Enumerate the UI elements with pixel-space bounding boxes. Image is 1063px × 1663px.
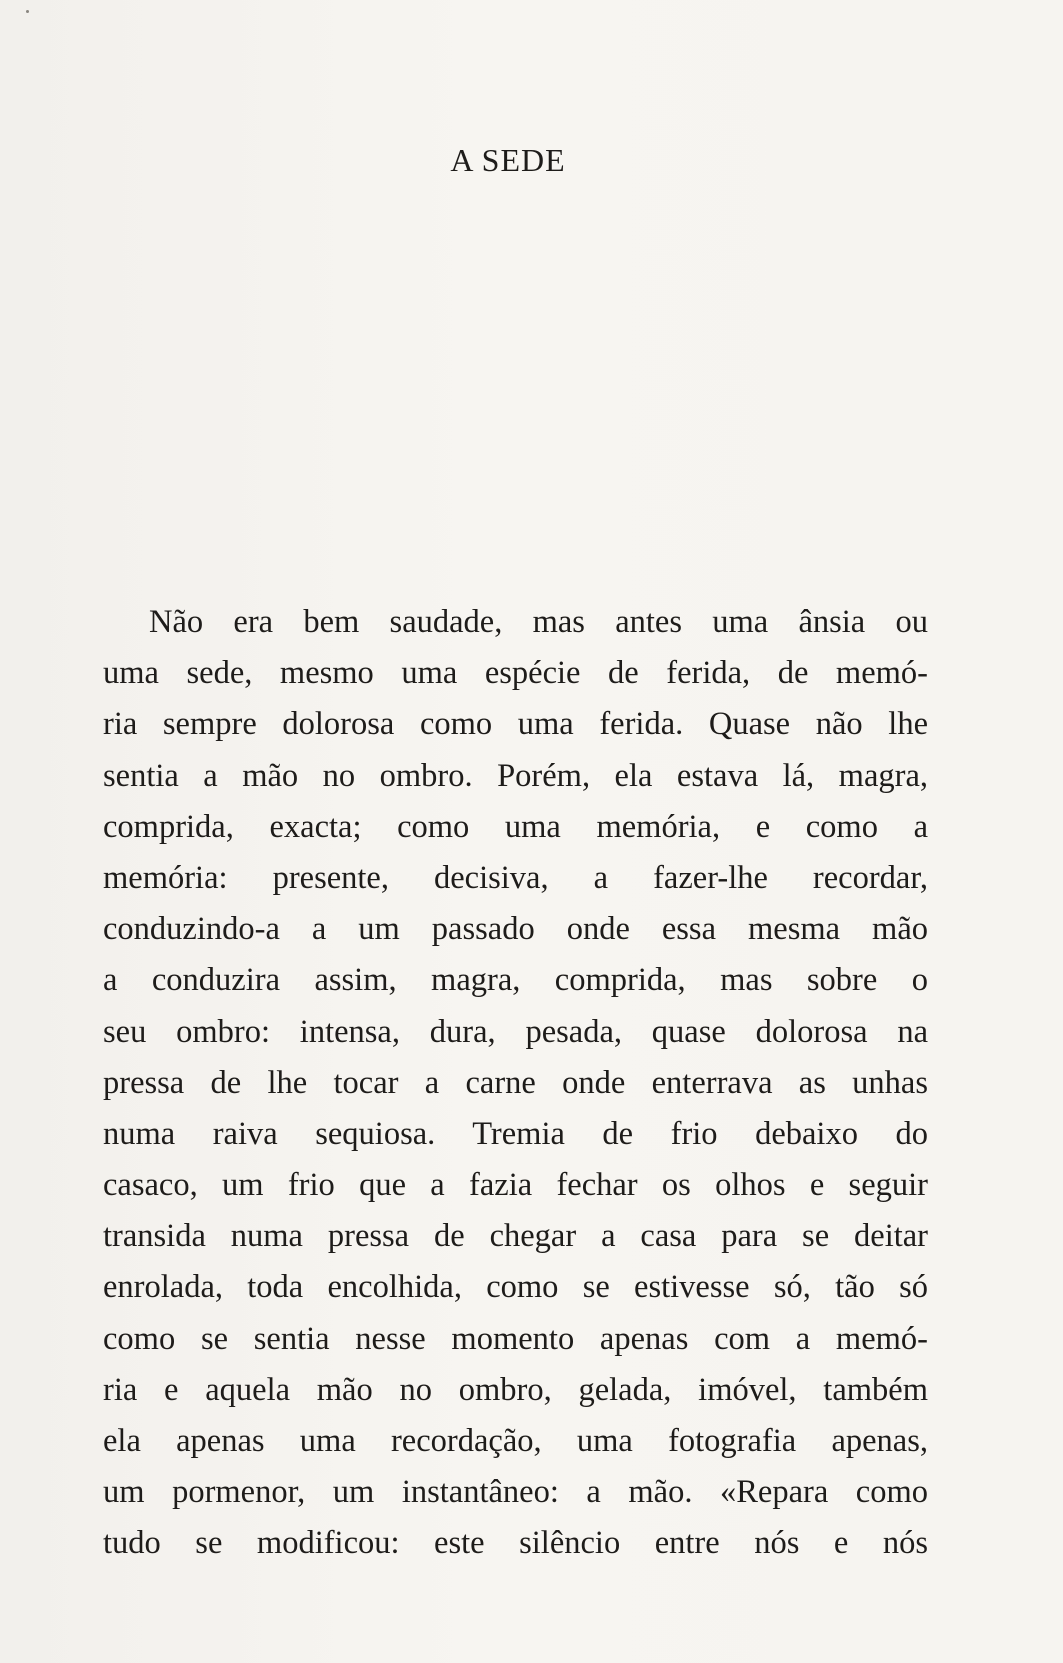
text-line: ria e aquela mão no ombro, gelada, imóvel, também <box>103 1371 928 1408</box>
text-line: transida numa pressa de chegar a casa para se deitar <box>103 1218 928 1255</box>
text-line: um pormenor, um instantâneo: a mão. «Repara como <box>103 1474 928 1511</box>
text-line: ria sempre dolorosa como uma ferida. Quase não lhe <box>103 706 928 743</box>
text-line: como se sentia nesse momento apenas com a memó- <box>103 1320 928 1357</box>
text-line: comprida, exacta; como uma memória, e como a <box>103 808 928 845</box>
text-line: casaco, um frio que a fazia fechar os olhos e seguir <box>103 1167 928 1204</box>
text-line: memória: presente, decisiva, a fazer-lhe recordar, <box>103 859 928 896</box>
text-line: sentia a mão no ombro. Porém, ela estava lá, magra, <box>103 757 928 794</box>
body-paragraph <box>103 597 928 1570</box>
text-line: enrolada, toda encolhida, como se estivesse só, tão só <box>103 1269 928 1306</box>
text-line: conduzindo-a a um passado onde essa mesma mão <box>103 911 928 948</box>
page-speck <box>26 10 29 13</box>
text-line: seu ombro: intensa, dura, pesada, quase dolorosa na <box>103 1013 928 1050</box>
text-line: uma sede, mesmo uma espécie de ferida, de memó- <box>103 655 928 692</box>
text-line: a conduzira assim, magra, comprida, mas sobre o <box>103 962 928 999</box>
text-line: ela apenas uma recordação, uma fotografia apenas, <box>103 1423 928 1459</box>
chapter-title: A SEDE <box>450 142 566 178</box>
text-line: Não era bem saudade, mas antes uma ânsia ou <box>149 604 928 640</box>
text-line: numa raiva sequiosa. Tremia de frio debaixo do <box>103 1115 928 1152</box>
text-line: tudo se modificou: este silêncio entre nós e nós <box>103 1525 928 1562</box>
text-line: pressa de lhe tocar a carne onde enterrava as unhas <box>103 1064 928 1101</box>
